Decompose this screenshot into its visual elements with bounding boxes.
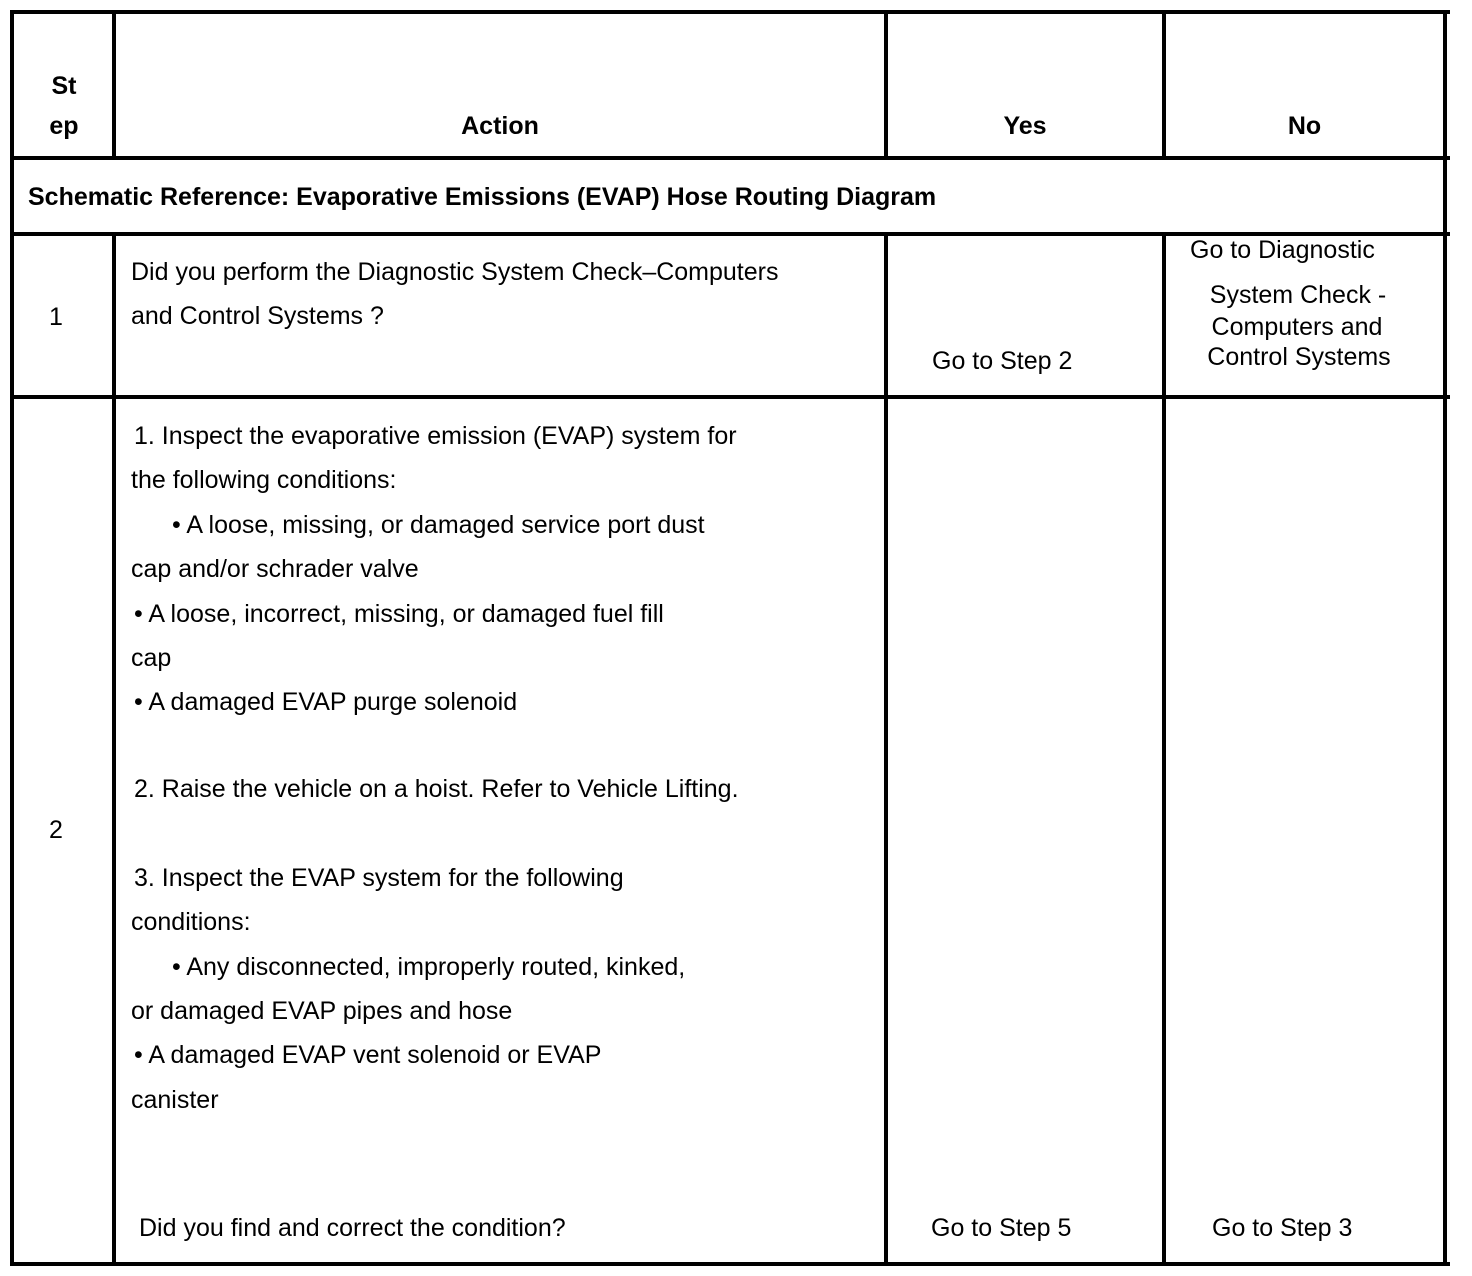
row2-action-line: the following conditions: (131, 466, 397, 494)
row1-step: 1 (49, 303, 63, 331)
row1-no-line: Computers and (1211, 313, 1383, 341)
row2-no: Go to Step 3 (1212, 1214, 1353, 1242)
schematic-reference: Schematic Reference: Evaporative Emissions (EVAP) Hose Routing Diagram (28, 183, 937, 211)
row2-action-line: cap and/or schrader valve (131, 555, 419, 583)
row1-yes: Go to Step 2 (932, 347, 1073, 375)
row1-divider (10, 395, 1450, 399)
row1-no-line: Go to Diagnostic (1190, 236, 1375, 264)
table-border-right (1443, 10, 1447, 1266)
row2-action-line: • A loose, missing, or damaged service port dust (172, 511, 705, 539)
row2-action-line: 1. Inspect the evaporative emission (EVAP) system for (134, 422, 737, 450)
row2-step: 2 (49, 816, 63, 844)
row2-question: Did you find and correct the condition? (139, 1214, 566, 1242)
action-col-divider-bottom (884, 232, 888, 1266)
table-border-left (10, 10, 14, 1266)
row1-action-line: Did you perform the Diagnostic System Check–Computers (131, 258, 779, 286)
yes-col-divider-bottom (1162, 232, 1166, 1266)
row2-action-line: 2. Raise the vehicle on a hoist. Refer to Vehicle Lifting. (134, 775, 739, 803)
row2-action-line: 3. Inspect the EVAP system for the following (134, 864, 624, 892)
step-col-divider-bottom (112, 232, 116, 1266)
row2-action-line: • A damaged EVAP purge solenoid (134, 688, 518, 716)
row1-action-line: and Control Systems ? (131, 302, 384, 330)
header-yes: Yes (1003, 112, 1047, 140)
row2-action-line: canister (131, 1086, 219, 1114)
header-step-line2: ep (49, 112, 79, 140)
row2-action-line: conditions: (131, 908, 251, 936)
table-border-top (10, 10, 1450, 14)
row2-action-line: cap (131, 644, 172, 672)
row1-no-line: System Check - (1209, 281, 1387, 309)
header-step-line1: St (51, 72, 77, 100)
row2-action-line: or damaged EVAP pipes and hose (131, 997, 513, 1025)
table-border-bottom (10, 1262, 1450, 1266)
row2-yes: Go to Step 5 (931, 1214, 1072, 1242)
row2-action-line: • A loose, incorrect, missing, or damaged fuel fill (134, 600, 664, 628)
row1-no-line: Control Systems (1207, 343, 1391, 371)
row2-action-line: • Any disconnected, improperly routed, kinked, (172, 953, 686, 981)
header-divider (10, 156, 1450, 160)
header-action: Action (461, 112, 539, 140)
row2-action-line: • A damaged EVAP vent solenoid or EVAP (134, 1041, 602, 1069)
header-no: No (1287, 112, 1322, 140)
